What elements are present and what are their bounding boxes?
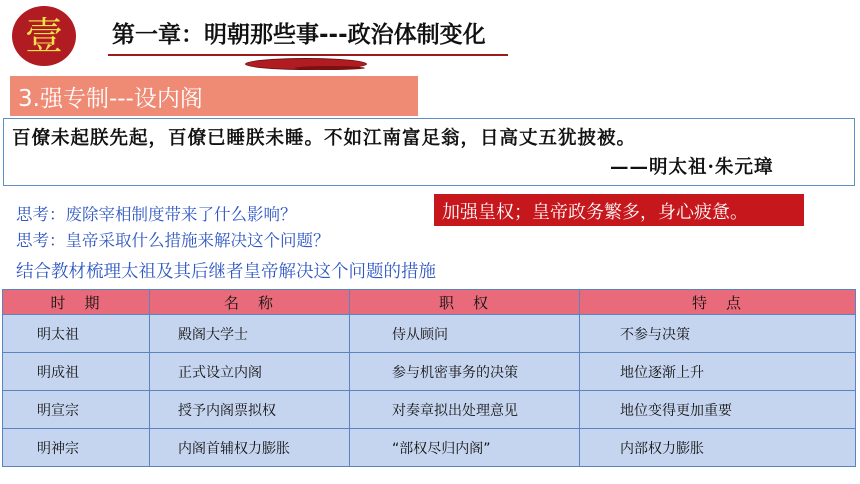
table-header-row — [3, 290, 856, 315]
cell-period: 明成祖 — [3, 353, 150, 391]
cell-power: 对奏章拟出处理意见 — [350, 391, 580, 429]
decorative-ellipse-shadow — [295, 66, 365, 70]
table-row — [3, 429, 856, 467]
chapter-badge: 壹 — [12, 6, 76, 66]
section-title: 3.强专制---设内阁 — [18, 86, 203, 112]
answer-text: 加强皇权；皇帝政务繁多，身心疲惫。 — [442, 202, 748, 223]
cell-power: 参与机密事务的决策 — [350, 353, 580, 391]
cell-name: 内阁首辅权力膨胀 — [150, 429, 350, 467]
quote-text: 百僚未起朕先起，百僚已睡朕未睡。不如江南富足翁，日高丈五犹披被。 — [12, 128, 637, 149]
question-2: 思考：皇帝采取什么措施来解决这个问题？ — [16, 231, 330, 250]
table-row — [3, 353, 856, 391]
header-name: 名 称 — [150, 290, 350, 315]
cell-feature: 不参与决策 — [580, 315, 856, 353]
cell-feature: 地位变得更加重要 — [580, 391, 856, 429]
cell-name: 正式设立内阁 — [150, 353, 350, 391]
cell-power: “部权尽归内阁” — [350, 429, 580, 467]
cabinet-table — [2, 289, 856, 467]
header-period: 时 期 — [3, 290, 150, 315]
cell-feature: 地位逐渐上升 — [580, 353, 856, 391]
header-feature: 特 点 — [580, 290, 856, 315]
question-1: 思考：废除宰相制度带来了什么影响？ — [16, 205, 297, 224]
page-title: 第一章：明朝那些事---政治体制变化 — [112, 22, 486, 48]
cell-period: 明宣宗 — [3, 391, 150, 429]
cell-name: 授予内阁票拟权 — [150, 391, 350, 429]
table-row — [3, 391, 856, 429]
cell-period: 明太祖 — [3, 315, 150, 353]
question-3: 结合教材梳理太祖及其后继者皇帝解决这个问题的措施 — [16, 262, 436, 282]
cell-name: 殿阁大学士 — [150, 315, 350, 353]
title-underline — [108, 54, 508, 56]
cell-power: 侍从顾问 — [350, 315, 580, 353]
quote-attribution: ——明太祖·朱元璋 — [610, 157, 774, 178]
cell-period: 明神宗 — [3, 429, 150, 467]
table-row — [3, 315, 856, 353]
cell-feature: 内部权力膨胀 — [580, 429, 856, 467]
header-power: 职 权 — [350, 290, 580, 315]
